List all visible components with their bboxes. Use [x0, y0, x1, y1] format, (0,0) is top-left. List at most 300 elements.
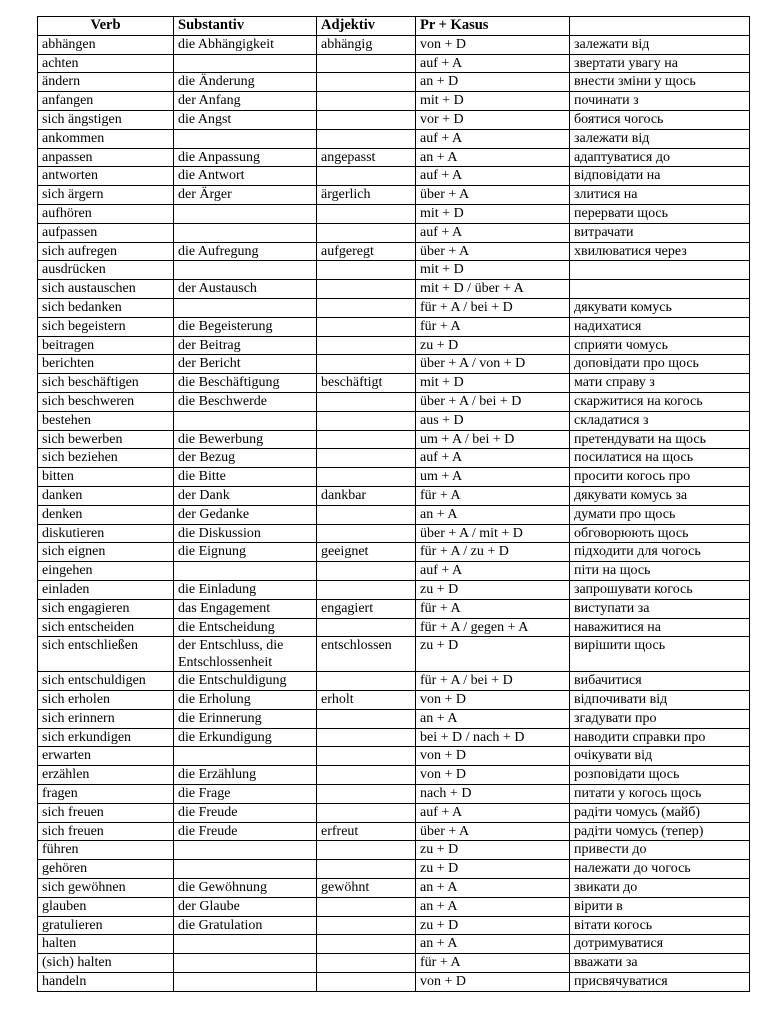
verb-cell: fragen	[38, 785, 174, 804]
verb-cell: halten	[38, 935, 174, 954]
noun-cell: die Antwort	[174, 167, 317, 186]
translation-cell: піти на щось	[570, 562, 750, 581]
table-row	[38, 411, 750, 430]
noun-cell: der Beitrag	[174, 336, 317, 355]
translation-cell: надихатися	[570, 317, 750, 336]
preposition-case-cell: von + D	[416, 973, 570, 992]
preposition-case-cell: mit + D	[416, 261, 570, 280]
table-row	[38, 879, 750, 898]
header-translation	[570, 17, 750, 36]
adjective-cell	[317, 505, 416, 524]
preposition-case-cell: von + D	[416, 747, 570, 766]
noun-cell: die Eignung	[174, 543, 317, 562]
table-row	[38, 148, 750, 167]
noun-cell: die Beschwerde	[174, 392, 317, 411]
adjective-cell	[317, 860, 416, 879]
adjective-cell	[317, 841, 416, 860]
preposition-case-cell: für + A	[416, 954, 570, 973]
verb-cell: anpassen	[38, 148, 174, 167]
noun-cell: die Gratulation	[174, 916, 317, 935]
adjective-cell	[317, 728, 416, 747]
table-row	[38, 486, 750, 505]
table-row	[38, 785, 750, 804]
table-row	[38, 468, 750, 487]
table-row	[38, 766, 750, 785]
verb-cell: ausdrücken	[38, 261, 174, 280]
noun-cell: der Gedanke	[174, 505, 317, 524]
translation-cell: залежати від	[570, 129, 750, 148]
noun-cell: die Erzählung	[174, 766, 317, 785]
table-row	[38, 543, 750, 562]
preposition-case-cell: um + A / bei + D	[416, 430, 570, 449]
table-row	[38, 524, 750, 543]
adjective-cell: entschlossen	[317, 637, 416, 672]
translation-cell: адаптуватися до	[570, 148, 750, 167]
translation-cell: боятися чогось	[570, 110, 750, 129]
verb-cell: ankommen	[38, 129, 174, 148]
preposition-case-cell: über + A	[416, 242, 570, 261]
verb-cell: einladen	[38, 580, 174, 599]
preposition-case-cell: für + A	[416, 486, 570, 505]
adjective-cell	[317, 110, 416, 129]
adjective-cell: beschäftigt	[317, 374, 416, 393]
verb-cell: glauben	[38, 897, 174, 916]
table-body	[38, 35, 750, 991]
adjective-cell: engagiert	[317, 599, 416, 618]
table-row	[38, 242, 750, 261]
table-row	[38, 317, 750, 336]
verb-cell: sich erkundigen	[38, 728, 174, 747]
verb-cell: antworten	[38, 167, 174, 186]
preposition-case-cell: an + A	[416, 709, 570, 728]
noun-cell: der Glaube	[174, 897, 317, 916]
header-substantiv: Substantiv	[174, 17, 317, 36]
table-row	[38, 822, 750, 841]
translation-cell: думати про щось	[570, 505, 750, 524]
adjective-cell	[317, 73, 416, 92]
preposition-case-cell: auf + A	[416, 167, 570, 186]
header-row	[38, 17, 750, 36]
preposition-case-cell: an + D	[416, 73, 570, 92]
preposition-case-cell: zu + D	[416, 860, 570, 879]
adjective-cell	[317, 204, 416, 223]
translation-cell: дякувати комусь	[570, 298, 750, 317]
adjective-cell	[317, 129, 416, 148]
table-row	[38, 92, 750, 111]
table-row	[38, 374, 750, 393]
translation-cell: витрачати	[570, 223, 750, 242]
noun-cell	[174, 935, 317, 954]
noun-cell: der Anfang	[174, 92, 317, 111]
verb-cell: gehören	[38, 860, 174, 879]
table-row	[38, 973, 750, 992]
noun-cell: die Erholung	[174, 691, 317, 710]
table-row	[38, 672, 750, 691]
verb-cell: aufhören	[38, 204, 174, 223]
verb-cell: sich entschuldigen	[38, 672, 174, 691]
verb-cell: sich freuen	[38, 822, 174, 841]
noun-cell	[174, 204, 317, 223]
verb-cell: erwarten	[38, 747, 174, 766]
preposition-case-cell: über + A / von + D	[416, 355, 570, 374]
header-adjektiv: Adjektiv	[317, 17, 416, 36]
verb-cell: sich beschäftigen	[38, 374, 174, 393]
adjective-cell	[317, 672, 416, 691]
adjective-cell	[317, 298, 416, 317]
table-row	[38, 747, 750, 766]
noun-cell	[174, 223, 317, 242]
adjective-cell	[317, 355, 416, 374]
translation-cell: вибачитися	[570, 672, 750, 691]
preposition-case-cell: auf + A	[416, 449, 570, 468]
preposition-case-cell: auf + A	[416, 223, 570, 242]
translation-cell: складатися з	[570, 411, 750, 430]
noun-cell: der Ärger	[174, 186, 317, 205]
table-row	[38, 392, 750, 411]
translation-cell: звертати увагу на	[570, 54, 750, 73]
translation-cell: просити когось про	[570, 468, 750, 487]
preposition-case-cell: für + A / zu + D	[416, 543, 570, 562]
translation-cell: мати справу з	[570, 374, 750, 393]
table-row	[38, 110, 750, 129]
adjective-cell	[317, 524, 416, 543]
preposition-case-cell: bei + D / nach + D	[416, 728, 570, 747]
table-row	[38, 897, 750, 916]
verb-cell: diskutieren	[38, 524, 174, 543]
translation-cell: дотримуватися	[570, 935, 750, 954]
adjective-cell	[317, 92, 416, 111]
translation-cell: звикати до	[570, 879, 750, 898]
preposition-case-cell: zu + D	[416, 637, 570, 672]
preposition-case-cell: auf + A	[416, 54, 570, 73]
adjective-cell	[317, 223, 416, 242]
adjective-cell	[317, 954, 416, 973]
noun-cell: die Beschäftigung	[174, 374, 317, 393]
verb-cell: bestehen	[38, 411, 174, 430]
adjective-cell	[317, 897, 416, 916]
noun-cell: der Dank	[174, 486, 317, 505]
adjective-cell	[317, 562, 416, 581]
noun-cell	[174, 954, 317, 973]
table-row	[38, 599, 750, 618]
table-row	[38, 336, 750, 355]
verb-cell: eingehen	[38, 562, 174, 581]
table-row	[38, 580, 750, 599]
adjective-cell	[317, 336, 416, 355]
noun-cell: die Änderung	[174, 73, 317, 92]
adjective-cell: abhängig	[317, 35, 416, 54]
table-row	[38, 637, 750, 672]
table-row	[38, 223, 750, 242]
table-row	[38, 280, 750, 299]
adjective-cell	[317, 916, 416, 935]
table-row	[38, 129, 750, 148]
preposition-case-cell: auf + A	[416, 803, 570, 822]
verb-cell: führen	[38, 841, 174, 860]
header-case: Pr + Kasus	[416, 17, 570, 36]
preposition-case-cell: über + A / mit + D	[416, 524, 570, 543]
translation-cell: наважитися на	[570, 618, 750, 637]
noun-cell: der Bezug	[174, 449, 317, 468]
preposition-case-cell: an + A	[416, 897, 570, 916]
noun-cell: die Anpassung	[174, 148, 317, 167]
verb-cell: handeln	[38, 973, 174, 992]
adjective-cell	[317, 392, 416, 411]
verb-cell: beitragen	[38, 336, 174, 355]
preposition-case-cell: an + A	[416, 935, 570, 954]
adjective-cell	[317, 973, 416, 992]
verb-cell: berichten	[38, 355, 174, 374]
noun-cell	[174, 129, 317, 148]
table-row	[38, 935, 750, 954]
verb-cell: sich beziehen	[38, 449, 174, 468]
verb-cell: sich eignen	[38, 543, 174, 562]
preposition-case-cell: aus + D	[416, 411, 570, 430]
noun-cell: die Angst	[174, 110, 317, 129]
translation-cell: вирішити щось	[570, 637, 750, 672]
table-row	[38, 261, 750, 280]
preposition-case-cell: über + A	[416, 822, 570, 841]
adjective-cell	[317, 54, 416, 73]
translation-cell: злитися на	[570, 186, 750, 205]
translation-cell	[570, 280, 750, 299]
preposition-case-cell: für + A	[416, 317, 570, 336]
translation-cell: запрошувати когось	[570, 580, 750, 599]
adjective-cell	[317, 411, 416, 430]
table-row	[38, 728, 750, 747]
translation-cell: згадувати про	[570, 709, 750, 728]
adjective-cell: aufgeregt	[317, 242, 416, 261]
noun-cell	[174, 411, 317, 430]
table-row	[38, 167, 750, 186]
translation-cell: відповідати на	[570, 167, 750, 186]
preposition-case-cell: mit + D	[416, 92, 570, 111]
adjective-cell: dankbar	[317, 486, 416, 505]
verb-cell: sich beschweren	[38, 392, 174, 411]
noun-cell: der Entschluss, die Entschlossenheit	[174, 637, 317, 672]
preposition-case-cell: zu + D	[416, 841, 570, 860]
verb-cell: sich entschließen	[38, 637, 174, 672]
noun-cell: die Entscheidung	[174, 618, 317, 637]
preposition-case-cell: für + A / gegen + A	[416, 618, 570, 637]
preposition-case-cell: an + A	[416, 148, 570, 167]
verb-cell: (sich) halten	[38, 954, 174, 973]
translation-cell: хвилюватися через	[570, 242, 750, 261]
adjective-cell	[317, 766, 416, 785]
translation-cell: залежати від	[570, 35, 750, 54]
adjective-cell: erholt	[317, 691, 416, 710]
preposition-case-cell: um + A	[416, 468, 570, 487]
noun-cell: die Bewerbung	[174, 430, 317, 449]
table-row	[38, 691, 750, 710]
noun-cell: die Diskussion	[174, 524, 317, 543]
table-row	[38, 430, 750, 449]
noun-cell	[174, 973, 317, 992]
verb-cell: aufpassen	[38, 223, 174, 242]
adjective-cell	[317, 785, 416, 804]
noun-cell	[174, 261, 317, 280]
adjective-cell	[317, 468, 416, 487]
noun-cell	[174, 54, 317, 73]
preposition-case-cell: für + A / bei + D	[416, 298, 570, 317]
verb-cell: denken	[38, 505, 174, 524]
verb-cell: sich bedanken	[38, 298, 174, 317]
preposition-case-cell: von + D	[416, 766, 570, 785]
noun-cell	[174, 860, 317, 879]
noun-cell: das Engagement	[174, 599, 317, 618]
translation-cell: відпочивати від	[570, 691, 750, 710]
noun-cell: die Einladung	[174, 580, 317, 599]
adjective-cell	[317, 709, 416, 728]
translation-cell: розповідати щось	[570, 766, 750, 785]
noun-cell	[174, 841, 317, 860]
verb-cell: sich freuen	[38, 803, 174, 822]
adjective-cell	[317, 935, 416, 954]
preposition-case-cell: mit + D	[416, 374, 570, 393]
table-row	[38, 186, 750, 205]
table-row	[38, 73, 750, 92]
noun-cell: der Austausch	[174, 280, 317, 299]
verb-cell: sich ärgern	[38, 186, 174, 205]
table-row	[38, 954, 750, 973]
noun-cell: die Freude	[174, 822, 317, 841]
preposition-case-cell: mit + D / über + A	[416, 280, 570, 299]
verb-cell: gratulieren	[38, 916, 174, 935]
translation-cell: доповідати про щось	[570, 355, 750, 374]
preposition-case-cell: an + A	[416, 879, 570, 898]
verb-cell: ändern	[38, 73, 174, 92]
table-row	[38, 54, 750, 73]
noun-cell: die Entschuldigung	[174, 672, 317, 691]
translation-cell: радіти чомусь (майб)	[570, 803, 750, 822]
noun-cell: die Abhängigkeit	[174, 35, 317, 54]
preposition-case-cell: von + D	[416, 691, 570, 710]
adjective-cell	[317, 803, 416, 822]
verb-cell: sich erholen	[38, 691, 174, 710]
translation-cell	[570, 261, 750, 280]
verb-cell: sich bewerben	[38, 430, 174, 449]
verb-cell: sich begeistern	[38, 317, 174, 336]
adjective-cell: geeignet	[317, 543, 416, 562]
adjective-cell	[317, 747, 416, 766]
table-row	[38, 562, 750, 581]
verb-cell: erzählen	[38, 766, 174, 785]
adjective-cell	[317, 430, 416, 449]
translation-cell: обговорюють щось	[570, 524, 750, 543]
table-row	[38, 618, 750, 637]
table-row	[38, 35, 750, 54]
noun-cell: die Erkundigung	[174, 728, 317, 747]
adjective-cell	[317, 449, 416, 468]
adjective-cell: angepasst	[317, 148, 416, 167]
table-row	[38, 298, 750, 317]
verb-cell: sich erinnern	[38, 709, 174, 728]
translation-cell: внести зміни у щось	[570, 73, 750, 92]
translation-cell: вітати когось	[570, 916, 750, 935]
noun-cell: die Aufregung	[174, 242, 317, 261]
table-row	[38, 841, 750, 860]
table-row	[38, 860, 750, 879]
noun-cell	[174, 562, 317, 581]
table-row	[38, 355, 750, 374]
preposition-case-cell: auf + A	[416, 562, 570, 581]
adjective-cell: gewöhnt	[317, 879, 416, 898]
translation-cell: претендувати на щось	[570, 430, 750, 449]
verb-cell: sich ängstigen	[38, 110, 174, 129]
translation-cell: скаржитися на когось	[570, 392, 750, 411]
noun-cell: die Gewöhnung	[174, 879, 317, 898]
table-row	[38, 449, 750, 468]
preposition-case-cell: über + A	[416, 186, 570, 205]
translation-cell: перервати щось	[570, 204, 750, 223]
noun-cell: die Erinnerung	[174, 709, 317, 728]
translation-cell: присвячуватися	[570, 973, 750, 992]
adjective-cell: erfreut	[317, 822, 416, 841]
adjective-cell	[317, 618, 416, 637]
noun-cell: die Begeisterung	[174, 317, 317, 336]
translation-cell: радіти чомусь (тепер)	[570, 822, 750, 841]
adjective-cell: ärgerlich	[317, 186, 416, 205]
preposition-case-cell: über + A / bei + D	[416, 392, 570, 411]
preposition-case-cell: zu + D	[416, 916, 570, 935]
table-row	[38, 204, 750, 223]
translation-cell: наводити справки про	[570, 728, 750, 747]
translation-cell: вірити в	[570, 897, 750, 916]
preposition-case-cell: an + A	[416, 505, 570, 524]
verb-cell: sich engagieren	[38, 599, 174, 618]
noun-cell: die Freude	[174, 803, 317, 822]
adjective-cell	[317, 580, 416, 599]
preposition-case-cell: zu + D	[416, 580, 570, 599]
translation-cell: належати до чогось	[570, 860, 750, 879]
translation-cell: починати з	[570, 92, 750, 111]
preposition-case-cell: mit + D	[416, 204, 570, 223]
header-verb: Verb	[38, 17, 174, 36]
verb-cell: sich austauschen	[38, 280, 174, 299]
translation-cell: очікувати від	[570, 747, 750, 766]
verb-cell: danken	[38, 486, 174, 505]
preposition-case-cell: zu + D	[416, 336, 570, 355]
preposition-case-cell: für + A / bei + D	[416, 672, 570, 691]
noun-cell	[174, 747, 317, 766]
translation-cell: сприяти чомусь	[570, 336, 750, 355]
verb-cell: anfangen	[38, 92, 174, 111]
noun-cell: die Frage	[174, 785, 317, 804]
translation-cell: посилатися на щось	[570, 449, 750, 468]
translation-cell: питати у когось щось	[570, 785, 750, 804]
noun-cell	[174, 298, 317, 317]
verb-cell: sich aufregen	[38, 242, 174, 261]
verb-cell: bitten	[38, 468, 174, 487]
verb-cell: sich entscheiden	[38, 618, 174, 637]
adjective-cell	[317, 261, 416, 280]
translation-cell: виступати за	[570, 599, 750, 618]
noun-cell: der Bericht	[174, 355, 317, 374]
table-row	[38, 803, 750, 822]
adjective-cell	[317, 317, 416, 336]
translation-cell: вважати за	[570, 954, 750, 973]
preposition-case-cell: von + D	[416, 35, 570, 54]
translation-cell: привести до	[570, 841, 750, 860]
translation-cell: дякувати комусь за	[570, 486, 750, 505]
preposition-case-cell: vor + D	[416, 110, 570, 129]
vocabulary-table	[37, 16, 750, 992]
table-row	[38, 505, 750, 524]
translation-cell: підходити для чогось	[570, 543, 750, 562]
table-row	[38, 709, 750, 728]
verb-cell: achten	[38, 54, 174, 73]
adjective-cell	[317, 280, 416, 299]
